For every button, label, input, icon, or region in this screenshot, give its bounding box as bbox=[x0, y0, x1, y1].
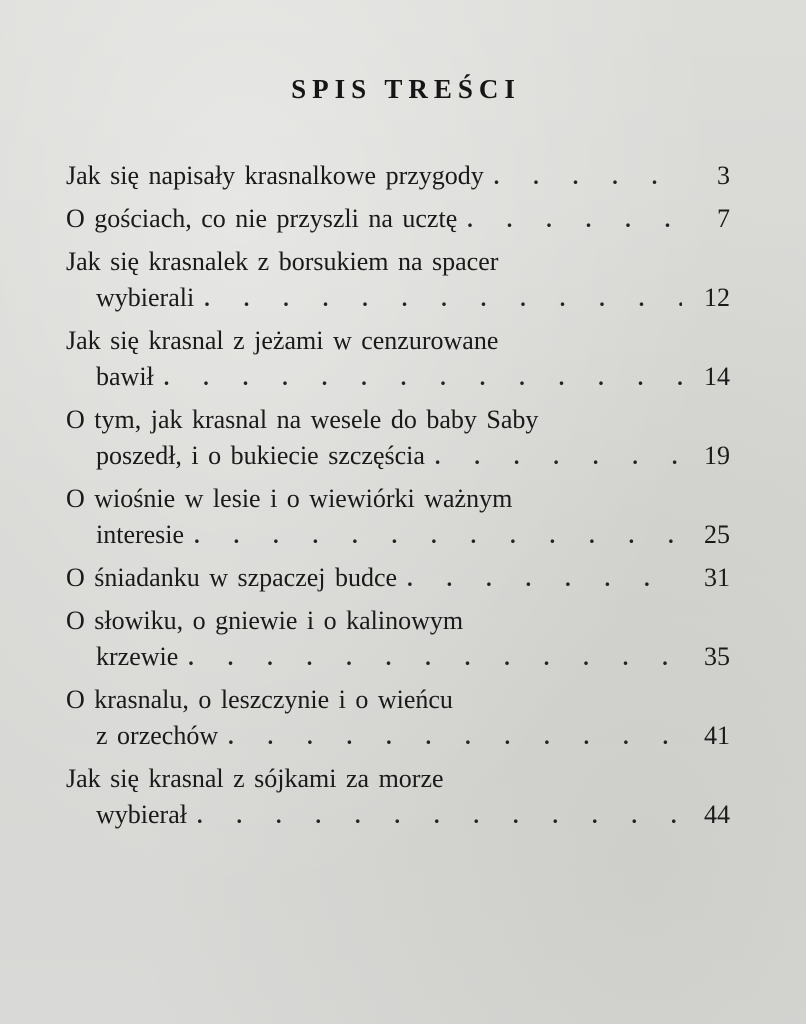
toc-entry-title: O tym, jak krasnal na wesele do baby Saby bbox=[66, 405, 539, 434]
toc-entry-title: Jak się krasnalek z borsukiem na spacer bbox=[66, 247, 499, 276]
toc-line-continuation bbox=[66, 718, 730, 755]
toc-entry bbox=[66, 244, 730, 317]
toc-entry-title: O śniadanku w szpaczej budce bbox=[66, 563, 398, 592]
dot-leader bbox=[494, 158, 682, 195]
toc-entry-title: Jak się napisały krasnalkowe przygody bbox=[66, 161, 484, 190]
toc-entry bbox=[66, 682, 730, 755]
toc-entry bbox=[66, 481, 730, 554]
toc-entry-title-cont: krzewie bbox=[96, 642, 179, 671]
toc-entry-title-cont: wybierał bbox=[96, 800, 187, 829]
toc-entry-title: O krasnalu, o leszczynie i o wieńcu bbox=[66, 685, 453, 714]
toc-entry-title-cont: interesie bbox=[96, 520, 185, 549]
toc-page-number: 14 bbox=[704, 362, 730, 391]
dot-leader bbox=[467, 201, 682, 238]
toc-entry bbox=[66, 560, 730, 597]
toc-line bbox=[66, 761, 730, 797]
toc-line bbox=[66, 244, 730, 280]
dot-leader bbox=[407, 560, 682, 597]
toc-page-number: 7 bbox=[717, 204, 730, 233]
dot-leader bbox=[164, 359, 682, 396]
toc-line bbox=[66, 158, 730, 195]
toc-line bbox=[66, 323, 730, 359]
toc-line bbox=[66, 682, 730, 718]
dot-leader bbox=[197, 797, 682, 834]
toc-line-continuation bbox=[66, 359, 730, 396]
toc-entry bbox=[66, 402, 730, 475]
dot-leader bbox=[188, 639, 682, 676]
dot-leader bbox=[204, 280, 682, 317]
toc-page-number: 44 bbox=[704, 800, 730, 829]
toc-line-continuation bbox=[66, 639, 730, 676]
dot-leader bbox=[194, 517, 682, 554]
toc-entry-title-cont: wybierali bbox=[96, 283, 195, 312]
dot-leader bbox=[435, 438, 682, 475]
toc-line-continuation bbox=[66, 517, 730, 554]
toc-line-continuation bbox=[66, 797, 730, 834]
toc-entry-title: Jak się krasnal z jeżami w cenzurowane bbox=[66, 326, 499, 355]
toc-entry-title: O wiośnie w lesie i o wiewiórki ważnym bbox=[66, 484, 513, 513]
toc-entry-title-cont: bawił bbox=[96, 362, 154, 391]
toc-page-number: 25 bbox=[704, 520, 730, 549]
dot-leader bbox=[228, 718, 682, 755]
toc-line bbox=[66, 560, 730, 597]
toc-entry-title: Jak się krasnal z sójkami za morze bbox=[66, 764, 444, 793]
toc-page-number: 41 bbox=[704, 721, 730, 750]
toc-line-continuation bbox=[66, 280, 730, 317]
toc-line bbox=[66, 402, 730, 438]
toc-page-number: 31 bbox=[704, 563, 730, 592]
toc-entry-title: O gościach, co nie przyszli na ucztę bbox=[66, 204, 458, 233]
toc-line bbox=[66, 481, 730, 517]
toc-page-number: 19 bbox=[704, 441, 730, 470]
toc-entry bbox=[66, 603, 730, 676]
toc-entry bbox=[66, 158, 730, 195]
table-of-contents bbox=[66, 158, 730, 840]
toc-entry bbox=[66, 201, 730, 238]
toc-heading: SPIS TREŚCI bbox=[291, 74, 521, 104]
toc-entry-title: O słowiku, o gniewie i o kalinowym bbox=[66, 606, 464, 635]
toc-line-continuation bbox=[66, 438, 730, 475]
toc-entry-title-cont: poszedł, i o bukiecie szczęścia bbox=[96, 441, 425, 470]
toc-entry bbox=[66, 323, 730, 396]
toc-page-number: 12 bbox=[704, 283, 730, 312]
toc-entry-title-cont: z orzechów bbox=[96, 721, 219, 750]
toc-line bbox=[66, 603, 730, 639]
toc-page-number: 35 bbox=[704, 642, 730, 671]
toc-line bbox=[66, 201, 730, 238]
toc-entry bbox=[66, 761, 730, 834]
toc-page-number: 3 bbox=[717, 161, 730, 190]
